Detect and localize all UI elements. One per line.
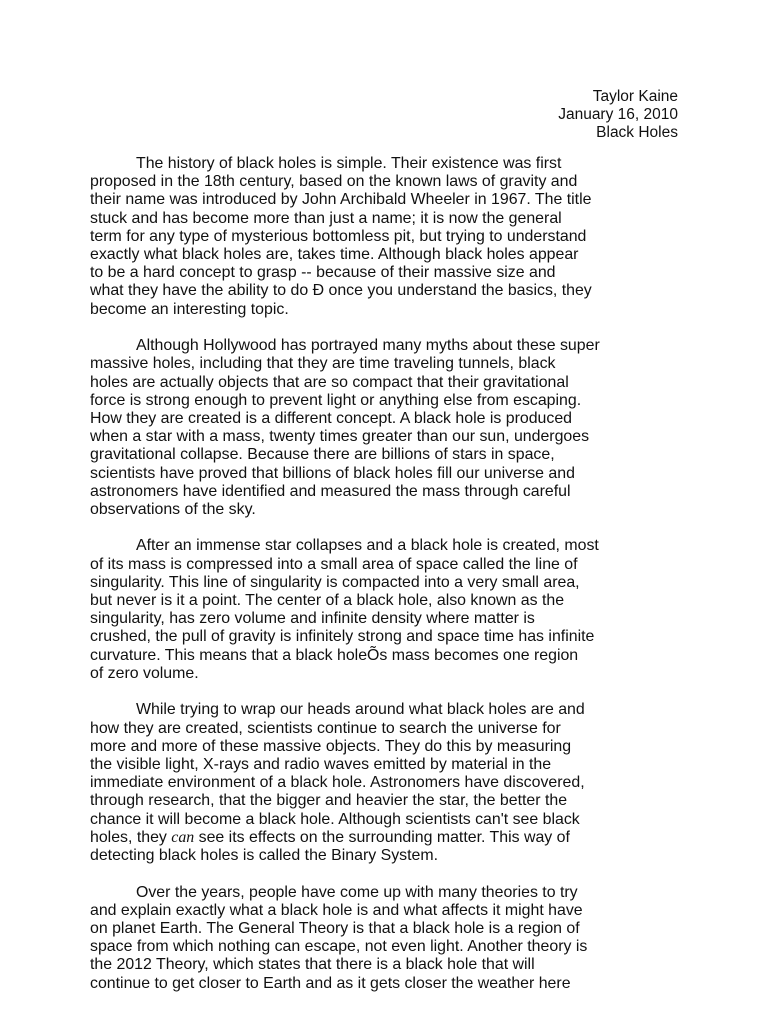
paragraph-line: the 2012 Theory, which states that there is a black hole that will <box>90 956 535 974</box>
paragraph-line: and explain exactly what a black hole is and what affects it might have <box>90 901 583 919</box>
paragraph-4 <box>90 701 680 865</box>
paragraph-line: the visible light, X-rays and radio waves emitted by material in the <box>90 755 552 773</box>
paragraph-line: detecting black holes is called the Binary System. <box>90 847 439 864</box>
paragraph-line: proposed in the 18th century, based on the known laws of gravity and <box>90 173 578 191</box>
paragraph-line: continue to get closer to Earth and as it gets closer the weather here <box>90 974 571 992</box>
paragraph-line: gravitational collapse. Because there are billions of stars in space, <box>90 446 555 464</box>
paragraph-line: How they are created is a different concept. A black hole is produced <box>90 409 573 427</box>
paragraph-2 <box>90 337 680 519</box>
paragraph-line: term for any type of mysterious bottomless pit, but trying to understand <box>90 227 587 245</box>
paragraph-line: when a star with a mass, twenty times greater than our sun, undergoes <box>90 428 590 446</box>
paragraph-line: how they are created, scientists continue to search the universe for <box>90 719 561 737</box>
paragraph-3 <box>90 537 680 683</box>
paragraph-line: After an immense star collapses and a black hole is created, most <box>136 537 599 555</box>
paragraph-line: observations of the sky. <box>90 500 256 518</box>
document-date: January 16, 2010 <box>558 106 678 123</box>
paragraph-line: force is strong enough to prevent light or anything else from escaping. <box>90 391 582 409</box>
emphasized-word: can <box>171 828 195 846</box>
essay-body <box>90 155 680 1011</box>
paragraph-line: immediate environment of a black hole. Astronomers have discovered, <box>90 774 585 792</box>
paragraph-line: but never is it a point. The center of a black hole, also known as the <box>90 592 565 610</box>
author-name: Taylor Kaine <box>592 88 678 105</box>
paragraph-5 <box>90 884 680 993</box>
paragraph-line: massive holes, including that they are time traveling tunnels, black <box>90 355 556 373</box>
text-fragment: holes, they <box>90 828 172 846</box>
paragraph-line: curvature. This means that a black holeÕs mass becomes one region <box>90 646 579 664</box>
document-header <box>558 88 678 142</box>
paragraph-line: While trying to wrap our heads around what black holes are and <box>136 701 585 719</box>
paragraph-line-with-emphasis <box>90 829 680 847</box>
paragraph-line: on planet Earth. The General Theory is that a black hole is a region of <box>90 919 580 937</box>
paragraph-line: through research, that the bigger and heavier the star, the better the <box>90 792 568 810</box>
paragraph-line: crushed, the pull of gravity is infinitely strong and space time has infinite <box>90 628 595 646</box>
document-title: Black Holes <box>596 124 678 141</box>
paragraph-line: singularity, has zero volume and infinite density where matter is <box>90 610 535 628</box>
paragraph-1 <box>90 155 680 319</box>
paragraph-line: Although Hollywood has portrayed many myths about these super <box>136 337 600 355</box>
paragraph-line: astronomers have identified and measured the mass through careful <box>90 482 571 500</box>
paragraph-line: space from which nothing can escape, not even light. Another theory is <box>90 938 588 956</box>
paragraph-line: exactly what black holes are, takes time. Although black holes appear <box>90 246 579 264</box>
paragraph-line: The history of black holes is simple. Their existence was first <box>136 155 562 172</box>
paragraph-line: more and more of these massive objects. They do this by measuring <box>90 737 572 755</box>
paragraph-line: chance it will become a black hole. Although scientists can't see black <box>90 810 580 828</box>
paragraph-line: what they have the ability to do Ð once you understand the basics, they <box>90 282 592 300</box>
paragraph-line: their name was introduced by John Archibald Wheeler in 1967. The title <box>90 191 592 209</box>
paragraph-line: to be a hard concept to grasp -- because of their massive size and <box>90 264 556 282</box>
paragraph-line: holes are actually objects that are so compact that their gravitational <box>90 373 569 391</box>
paragraph-line: of its mass is compressed into a small area of space called the line of <box>90 555 578 573</box>
paragraph-line: Over the years, people have come up with many theories to try <box>136 883 578 901</box>
paragraph-line: stuck and has become more than just a name; it is now the general <box>90 209 562 227</box>
paragraph-line: of zero volume. <box>90 664 199 682</box>
text-fragment: see its effects on the surrounding matter. This way of <box>194 828 570 846</box>
paragraph-line: become an interesting topic. <box>90 300 289 318</box>
paragraph-line: scientists have proved that billions of black holes fill our universe and <box>90 464 575 482</box>
paragraph-line: singularity. This line of singularity is compacted into a very small area, <box>90 573 580 591</box>
